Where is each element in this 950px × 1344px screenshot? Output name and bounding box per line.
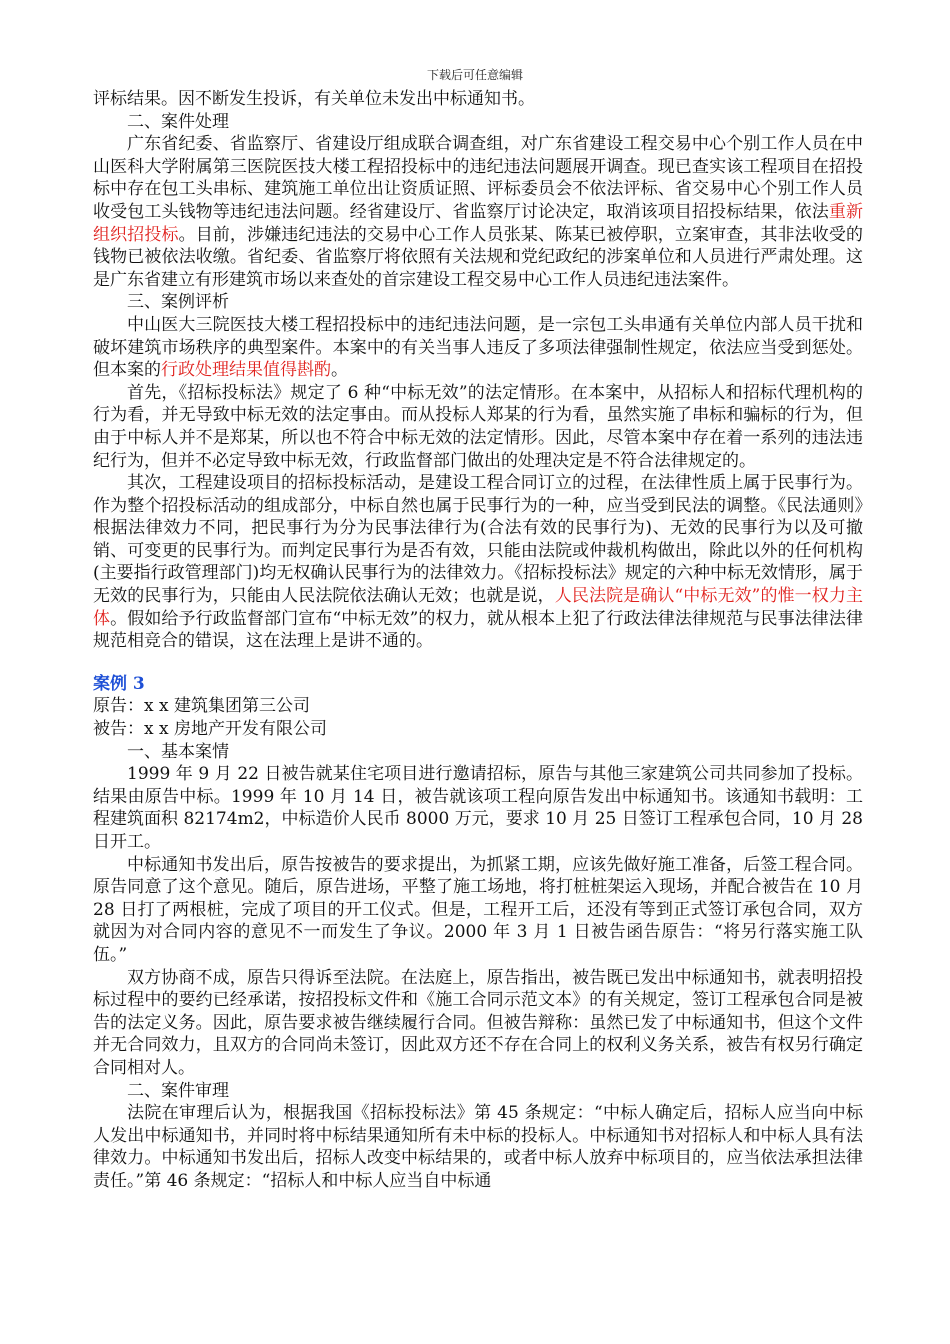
paragraph (93, 133, 863, 291)
paragraph: 法院在审理后认为，根据我国《招标投标法》第 45 条规定：“中标人确定后，招标人应当向中标人发出中标通知书，并同时将中标结果通知所有未中标的投标人。中标通知书对招标人和中标人具有法律效力。中标通知书发出后，招标人改变中标结果的，或者中标人放弃中标项目的，应当依法承担法律责任。”第 46 条规定：“招标人和中标人应当自中标通 (93, 1103, 863, 1191)
document-body (93, 88, 863, 1193)
text-run: 其次，工程建设项目的招标投标活动，是建设工程合同订立的过程，在法律性质上属于民事行为。作为整个招投标活动的组成部分，中标自然也属于民事行为的一种，应当受到民法的调整。《民法通则》根据法律效力不同，把民事行为分为民事法律行为(合法有效的民事行为)、无效的民事行为以及可撤销、可变更的民事行为。而判定民事行为是否有效，只能由法院或仲裁机构做出，除此以外的任何机构(主要指行政管理部门)均无权确认民事行为的法律效力。《招标投标法》规定的六种中标无效情形，属于无效的民事行为，只能由人民法院依法确认无效；也就是说， (93, 473, 863, 607)
text-run: 广东省纪委、省监察厅、省建设厅组成联合调查组，对广东省建设工程交易中心个别工作人员在中山医科大学附属第三医院医技大楼工程招投标中的违纪违法问题展开调查。现已查实该工程项目在招投标中存在包工头串标、建筑施工单位出让资质证照、评标委员会不依法评标、省交易中心个别工作人员收受包工头钱物等违纪违法问题。经省建设厅、省监察厅讨论决定，取消该项目招投标结果，依法 (93, 134, 863, 222)
highlighted-text: 人民法院是确认“中标无效”的惟一权力主体 (93, 586, 863, 629)
text-run: 。 (331, 360, 348, 381)
section-heading-case-handling: 二、案件处理 (127, 111, 229, 132)
paragraph: 中标通知书发出后，原告按被告的要求提出，为抓紧工期，应该先做好施工准备，后签工程合同。原告同意了这个意见。随后，原告进场，平整了施工场地，将打桩桩架运入现场，并配合被告在 10 月 28 日打了两根桩，完成了项目的开工仪式。但是，工程开工后，还没有等到正式签订承包合同，双方就因为对合同内容的意见不一而发生了争议。2000 年 3 月 1 日被告函告原告：“将另行落实施工队伍。” (93, 854, 863, 965)
text-run: 中山医大三院医技大楼工程招投标中的违纪违法问题，是一宗包工头串通有关单位内部人员干扰和破坏建筑市场秩序的典型案件。本案中的有关当事人违反了多项法律强制性规定，依法应当受到惩处。但本案的 (93, 314, 863, 381)
plaintiff-line: 原告：x x 建筑集团第三公司 (93, 696, 310, 717)
case-title: 案例 3 (93, 673, 145, 694)
highlighted-text: 行政处理结果值得斟酌 (161, 360, 331, 381)
section-heading-basic-facts: 一、基本案情 (127, 741, 229, 762)
section-heading-trial: 二、案件审理 (127, 1080, 229, 1101)
section-heading-case-review: 三、案例评析 (127, 292, 229, 313)
paragraph: 首先，《招标投标法》规定了 6 种“中标无效”的法定情形。在本案中，从招标人和招标代理机构的行为看，并无导致中标无效的法定事由。而从投标人郑某的行为看，虽然实施了串标和骗标的行为，但由于中标人并不是郑某，所以也不符合中标无效的法定情形。因此，尽管本案中存在着一系列的违法违纪行为，但并不必定导致中标无效，行政监督部门做出的处理决定是不符合法律规定的。 (93, 382, 863, 471)
text-run: 。目前，涉嫌违纪违法的交易中心工作人员张某、陈某已被停职，立案审查，其非法收受的钱物已被依法收缴。省纪委、省监察厅将依照有关法规和党纪政纪的涉案单位和人员进行严肃处理。这是广东省建立有形建筑市场以来查处的首宗建设工程交易中心工作人员违纪违法案件。 (93, 224, 864, 290)
paragraph (93, 314, 863, 382)
text-run: 。假如给予行政监督部门宣布“中标无效”的权力，就从根本上犯了行政法律法律规范与民事法律法律规范相竞合的错误，这在法理上是讲不通的。 (93, 608, 863, 652)
paragraph: 双方协商不成，原告只得诉至法院。在法庭上，原告指出，被告既已发出中标通知书，就表明招投标过程中的要约已经承诺，按招投标文件和《施工合同示范文本》的有关规定，签订工程承包合同是被告的法定义务。因此，原告要求被告继续履行合同。但被告辩称：虽然已发了中标通知书，但这个文件并无合同效力，且双方的合同尚未签订，因此双方还不存在合同上的权利义务关系，被告有权另行确定合同相对人。 (93, 967, 863, 1078)
paragraph: 评标结果。因不断发生投诉，有关单位未发出中标通知书。 (93, 89, 535, 109)
paragraph: 1999 年 9 月 22 日被告就某住宅项目进行邀请招标，原告与其他三家建筑公司共同参加了投标。结果由原告中标。1999 年 10 月 14 日，被告就该项工程向原告发出中标通知书。该通知书载明：工程建筑面积 82174m2，中标造价人民币 8000 万元，要求 10 月 25 日签订工程承包合同，10 月 28 日开工。 (93, 764, 863, 852)
highlighted-text: 重新组织招投标 (93, 201, 864, 245)
defendant-line: 被告：x x 房地产开发有限公司 (93, 719, 327, 740)
page-header: 下载后可任意编辑 (426, 68, 523, 82)
paragraph (93, 472, 863, 653)
